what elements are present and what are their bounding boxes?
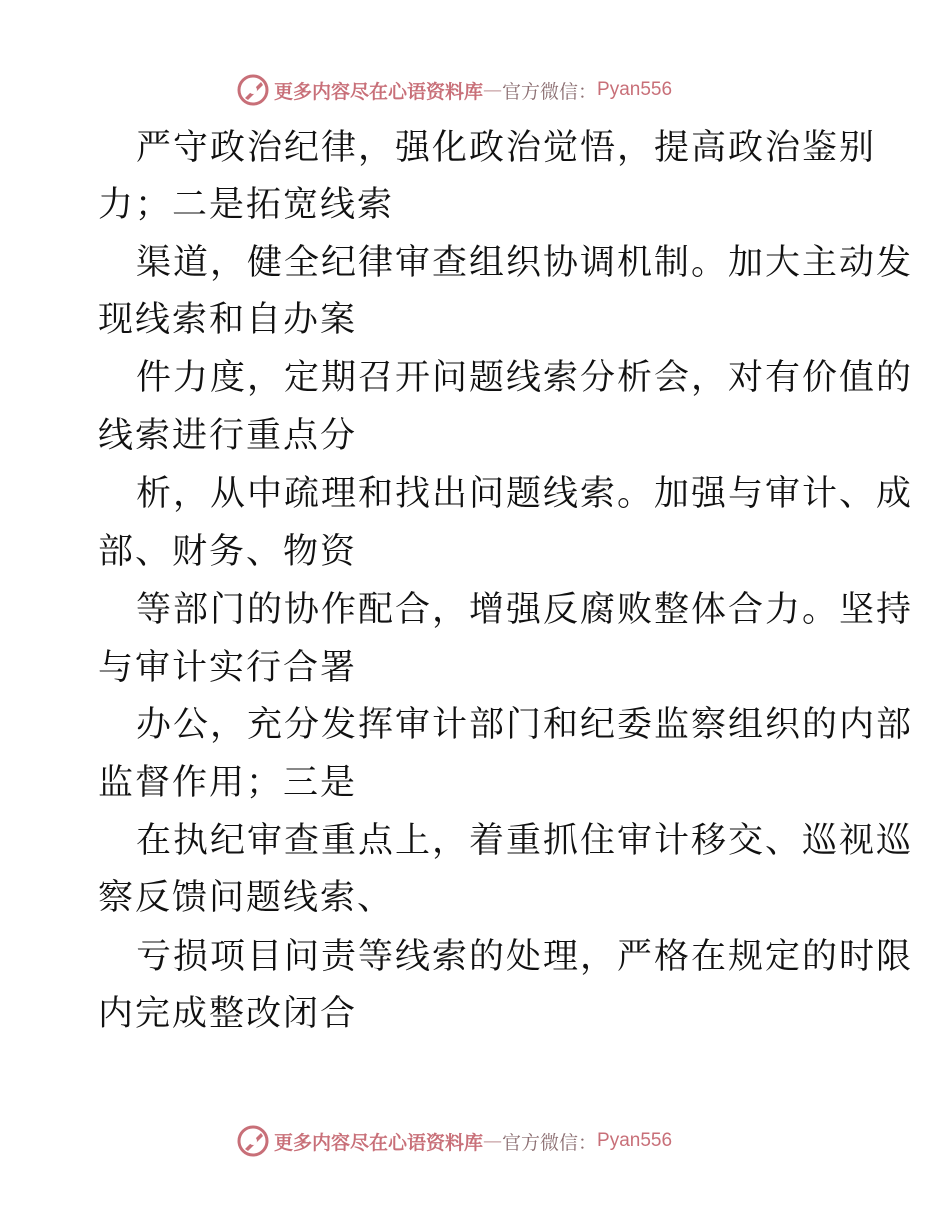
banner-wechat-label: 官方微信： — [502, 1131, 598, 1154]
banner-title: 更多内容尽在心语资料库 — [274, 1131, 484, 1154]
text-line: 件力度，定期召开问题线索分析会，对有价值的 — [136, 358, 914, 398]
text-line: 内完成整改闭合 — [98, 994, 358, 1034]
text-line: 力；二是拓宽线索 — [98, 185, 395, 225]
text-line: 部、财务、物资 — [98, 532, 358, 572]
text-line: 与审计实行合署 — [98, 648, 358, 688]
footer-watermark-banner — [236, 1121, 796, 1161]
text-line: 渠道，健全纪律审查组织协调机制。加大主动发 — [136, 243, 914, 283]
text-line: 现线索和自办案 — [98, 300, 358, 340]
text-line: 严守政治纪律，强化政治觉悟，提高政治鉴别 — [136, 128, 877, 168]
banner-wechat-label: 官方微信： — [502, 80, 598, 103]
text-line: 线索进行重点分 — [98, 416, 358, 456]
text-line: 监督作用；三是 — [98, 763, 358, 803]
text-line: 亏损项目问责等线索的处理，严格在规定的时限 — [136, 937, 914, 977]
text-line: 办公，充分发挥审计部门和纪委监察组织的内部 — [136, 705, 914, 745]
banner-title: 更多内容尽在心语资料库 — [274, 80, 484, 103]
text-line: 等部门的协作配合，增强反腐败整体合力。坚持 — [136, 590, 914, 630]
text-line: 察反馈问题线索、 — [98, 878, 395, 918]
banner-wechat-id: Pyan556 — [597, 79, 673, 100]
header-watermark-banner — [236, 70, 796, 110]
banner-dash: — — [483, 1130, 503, 1152]
quill-logo-icon — [236, 73, 270, 107]
banner-wechat-id: Pyan556 — [597, 1130, 673, 1151]
text-line: 在执纪审查重点上，着重抓住审计移交、巡视巡 — [136, 821, 914, 861]
banner-dash: — — [483, 79, 503, 101]
text-line: 析，从中疏理和找出问题线索。加强与审计、成 — [136, 474, 914, 514]
quill-logo-icon — [236, 1124, 270, 1158]
